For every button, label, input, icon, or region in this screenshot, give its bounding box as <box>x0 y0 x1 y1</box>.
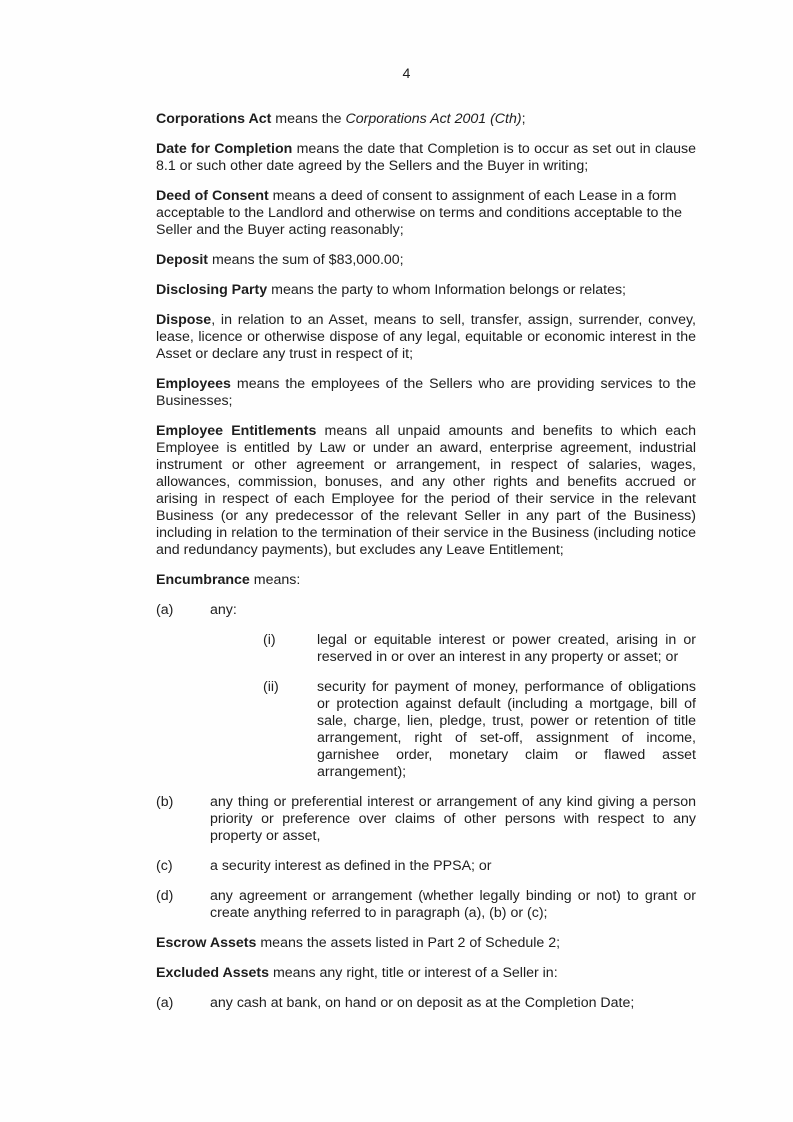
document-body <box>156 111 696 1025</box>
list-item-marker: (c) <box>156 858 173 874</box>
list-item <box>156 794 696 845</box>
list-item <box>156 602 696 619</box>
list-item <box>156 632 696 666</box>
text-segment: Excluded Assets <box>156 965 270 981</box>
list-item-text <box>210 602 696 619</box>
list-item-text <box>317 679 696 781</box>
list-item <box>156 888 696 922</box>
text-segment: means the assets listed in Part 2 of Schedule 2; <box>256 935 561 951</box>
text-segment: means the sum of $83,000.00; <box>208 252 404 268</box>
text-segment: security for payment of money, performance of obligations or protection against default (including a mortgage, bill of sale, charge, lien, pledge, trust, power or retention of title arrangement, right of set-off, assignment of income, garnishee order, monetary claim or flawed asset arrangement); <box>317 679 696 780</box>
definition-paragraph <box>156 111 696 128</box>
text-segment: ; <box>521 111 526 127</box>
text-segment: means the employees of the Sellers who are providing services to the Businesses; <box>156 376 696 409</box>
text-segment: Corporations Act <box>156 111 272 127</box>
text-segment: a security interest as defined in the PPSA; or <box>210 858 492 874</box>
definition-paragraph <box>156 423 696 559</box>
list-item-text <box>210 794 696 845</box>
text-segment: means any right, title or interest of a Seller in: <box>269 965 558 981</box>
text-segment: any: <box>210 602 237 618</box>
text-segment: Employee Entitlements <box>156 423 317 439</box>
text-segment: any agreement or arrangement (whether legally binding or not) to grant or create anything referred to in paragraph (a), (b) or (c); <box>210 888 696 921</box>
text-segment: any cash at bank, on hand or on deposit as at the Completion Date; <box>210 995 635 1011</box>
text-segment: means the party to whom Information belongs or relates; <box>267 282 626 298</box>
definition-paragraph <box>156 252 696 269</box>
text-segment: Deed of Consent <box>156 188 269 204</box>
definition-paragraph <box>156 312 696 363</box>
text-segment: means the date that Completion is to occur as set out in clause 8.1 or such other date agreed by the Sellers and the Buyer in writing; <box>156 141 696 174</box>
list-item-text <box>210 858 696 875</box>
list-item-marker: (b) <box>156 794 174 810</box>
text-segment: , in relation to an Asset, means to sell, transfer, assign, surrender, convey, lease, licence or otherwise dispose of any legal, equitable or economic interest in the Asset or declare any trust in respect of it; <box>156 312 696 362</box>
text-segment: legal or equitable interest or power created, arising in or reserved in or over an interest in any property or asset; or <box>317 632 696 665</box>
text-segment: Escrow Assets <box>156 935 257 951</box>
definition-paragraph <box>156 188 696 239</box>
list-item-text <box>210 995 696 1012</box>
text-segment: means all unpaid amounts and benefits to which each Employee is entitled by Law or under an award, enterprise agreement, industrial instrument or other agreement or arrangement, in respect of salaries, wages, allowances, commission, bonuses, and any other rights and benefits accrued or arising in respect of each Employee for the period of their service in the relevant Business (or any predecessor of the relevant Seller in any part of the Business) including in relation to the termination of their service in the Business (including notice and redundancy payments), but excludes any Leave Entitlement; <box>156 423 696 558</box>
list-item <box>156 858 696 875</box>
definition-paragraph <box>156 376 696 410</box>
text-segment: Disclosing Party <box>156 282 268 298</box>
definition-paragraph <box>156 282 696 299</box>
definition-paragraph <box>156 141 696 175</box>
text-segment: Encumbrance <box>156 572 250 588</box>
text-segment: any thing or preferential interest or arrangement of any kind giving a person priority or preference over claims of other persons with respect to any property or asset, <box>210 794 696 844</box>
list-item-marker: (ii) <box>263 679 279 695</box>
text-segment: Date for Completion <box>156 141 293 157</box>
list-item-marker: (d) <box>156 888 174 904</box>
text-segment: Dispose <box>156 312 212 328</box>
text-segment: Corporations Act 2001 (Cth) <box>345 111 522 127</box>
page-number: 4 <box>402 66 411 82</box>
list-item-marker: (a) <box>156 995 174 1011</box>
list-item <box>156 679 696 781</box>
definition-paragraph <box>156 572 696 589</box>
list-item-text <box>210 888 696 922</box>
text-segment: means: <box>249 572 301 588</box>
text-segment: means the <box>271 111 346 127</box>
definition-paragraph <box>156 935 696 952</box>
text-segment: Employees <box>156 376 231 392</box>
text-segment: Deposit <box>156 252 209 268</box>
list-item-marker: (i) <box>263 632 276 648</box>
text-segment: means a deed of consent to assignment of each Lease in a form acceptable to the Landlord and otherwise on terms and conditions acceptable to the Seller and the Buyer acting reasonably; <box>156 188 683 238</box>
definition-paragraph <box>156 965 696 982</box>
list-item-text <box>317 632 696 666</box>
list-item-marker: (a) <box>156 602 174 618</box>
list-item <box>156 995 696 1012</box>
